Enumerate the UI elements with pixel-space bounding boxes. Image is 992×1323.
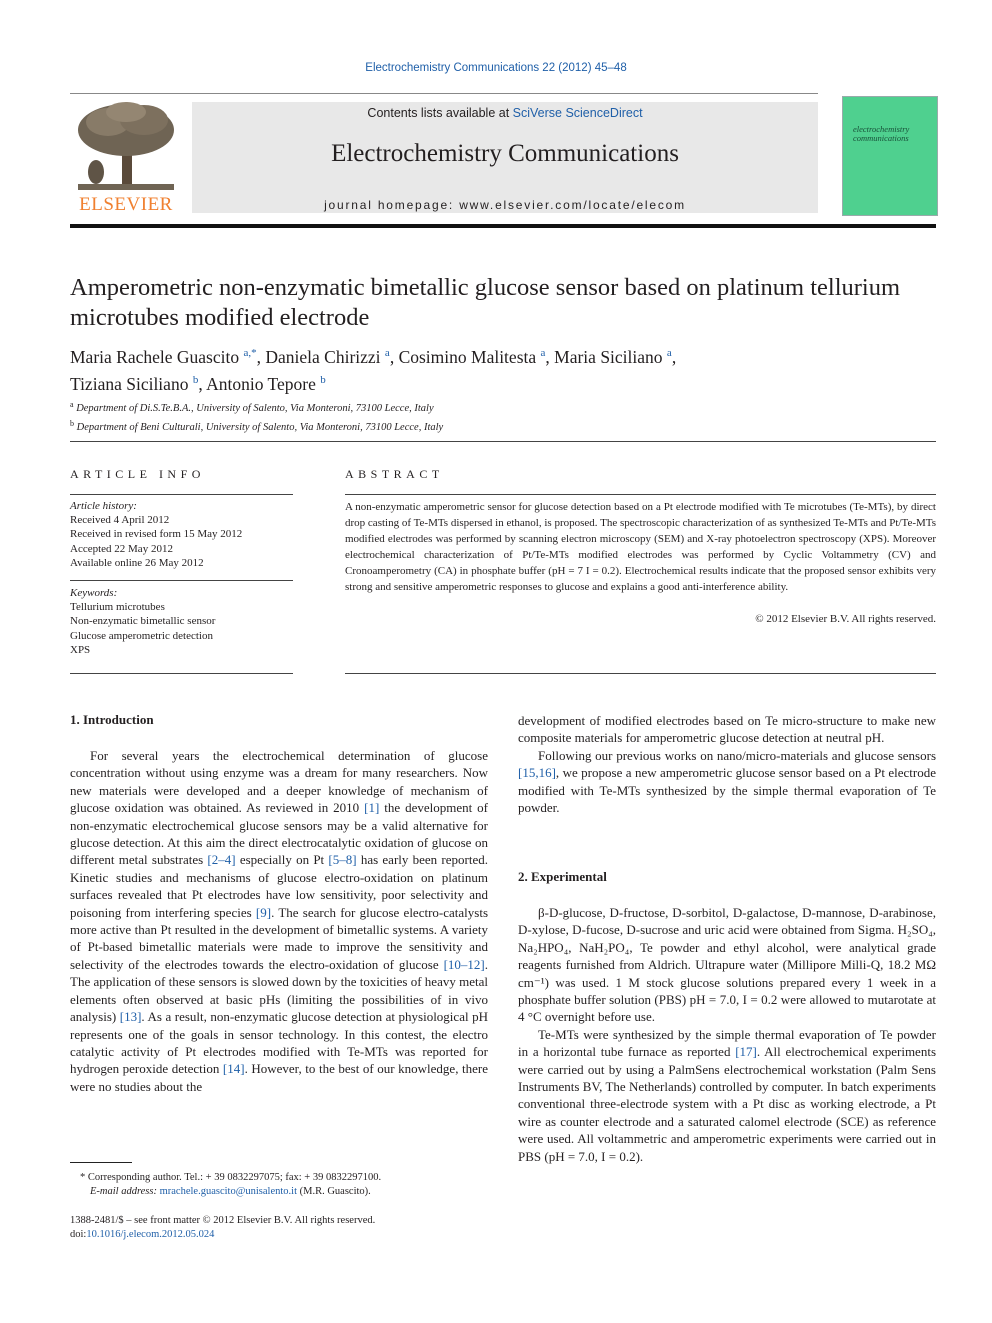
keyword: Glucose amperometric detection (70, 629, 213, 642)
doi-label: doi: (70, 1229, 87, 1240)
email-note (90, 1184, 371, 1199)
publisher-logo[interactable] (70, 100, 182, 216)
section-heading-introduction: 1. Introduction (70, 712, 154, 727)
abstract-copyright: © 2012 Elsevier B.V. All rights reserved. (755, 613, 936, 625)
contents-line (192, 106, 818, 120)
tree-icon (70, 100, 182, 194)
citation-link[interactable]: [2–4] (207, 852, 236, 868)
abstract-text: A non-enzymatic amperometric sensor for glucose detection based on a Pt electrode modified with Te microtubes (Te-MTs), by direct drop casting of Te-MTs dispersed in ethanol, is proposed. The spectroscopic characterization of as synthesized Te-MTs and Pt/Te-MTs modified electrodes was performed by scanning electron microscopy (SEM) and X-ray photoelectron spectroscopy (XPS). Moreover electrochemical characterization of Pt/Te-MTs modified electrodes was performed by Cyclic Voltammetry (CV) and Cronoamperometry (CA) in phosphate buffer (pH = 7 I = 0.2). Electrochemical results indicate that the proposed sensor exhibits very strong and sensitive amperometric responses to glucose and explains a good anti-interference ability. (345, 501, 936, 593)
history-label: Article history: (70, 500, 137, 512)
doi-line (70, 1227, 214, 1242)
history-received: Received 4 April 2012 (70, 514, 170, 527)
citation-link[interactable]: [15,16] (518, 765, 556, 781)
footnote-rule (70, 1162, 132, 1163)
keyword: Non-enzymatic bimetallic sensor (70, 615, 216, 628)
affiliation: $^a$ Department of Di.S.Te.B.A., University of Salento, Via Monteroni, 73100 Lecce, Italy (70, 400, 434, 414)
journal-citation[interactable]: Electrochemistry Communications 22 (2012) 45–48 (365, 62, 627, 74)
paragraph: Te-MTs were synthesized by the simple thermal evaporation of Te powder in a horizontal tube furnace as reported [17]. All electrochemical experiments were carried out by using a PalmSens electrochemical workstation (Palm Sens Instruments BV, The Netherlands) controlled by computer. In batch experiments conventional three-electrode system with a Pt disc as working electrode, a Pt wire as counter electrode and a saturated calomel electrode (SCE) as reference were used. All voltammetric and amperometric experiments were carried out in PBS (pH = 7.0, I = 0.2). (518, 1026, 937, 1164)
author[interactable]: Antonio Tepore $^b$ (206, 374, 326, 394)
cover-title-line2: communications (853, 133, 909, 143)
citation-link[interactable]: [5–8] (328, 852, 357, 868)
keywords (70, 586, 293, 657)
citation-link[interactable]: [10–12] (443, 956, 485, 972)
divider (70, 441, 936, 442)
author[interactable]: Maria Siciliano $^a$ (554, 347, 672, 367)
history-revised: Received in revised form 15 May 2012 (70, 528, 243, 541)
article-title: Amperometric non-enzymatic bimetallic glucose sensor based on platinum tellurium microtubes modified electrode (70, 274, 901, 331)
email-link[interactable]: mrachele.guascito@unisalento.it (159, 1186, 297, 1197)
divider (345, 494, 936, 495)
cover-title-line1: electrochemistry (853, 124, 910, 134)
email-suffix: (M.R. Guascito). (297, 1186, 371, 1197)
email-label: E-mail address: (90, 1186, 160, 1197)
citation-link[interactable]: [13] (119, 1009, 142, 1025)
citation-link[interactable]: [9] (255, 904, 272, 920)
divider (345, 673, 936, 674)
corresponding-author-note: * Corresponding author. Tel.: + 39 0832297075; fax: + 39 0832297100. (80, 1172, 382, 1183)
author[interactable]: Tiziana Siciliano $^b$ (70, 374, 199, 394)
history-online: Available online 26 May 2012 (70, 556, 204, 569)
citation-link[interactable]: [1] (364, 800, 380, 816)
abstract-heading: ABSTRACT (345, 467, 444, 481)
journal-cover-thumbnail[interactable] (842, 96, 938, 216)
author[interactable]: Cosimino Malitesta $^a$ (398, 347, 546, 367)
cover-title (853, 125, 933, 143)
divider (70, 673, 293, 674)
header-top-rule (70, 93, 818, 94)
header-bottom-rule (70, 224, 936, 228)
journal-name[interactable]: Electrochemistry Communications (331, 140, 679, 167)
citation-link[interactable]: [14] (222, 1061, 245, 1077)
affiliation: $^b$ Department of Beni Culturali, University of Salento, Via Monteroni, 73100 Lecce, Italy (70, 418, 444, 433)
introduction-body (70, 747, 488, 1095)
experimental-body (518, 904, 936, 1165)
journal-homepage[interactable]: journal homepage: www.elsevier.com/locate/elecom (324, 198, 686, 212)
paragraph: Following our previous works on nano/micro-materials and glucose sensors [15,16], we propose a new amperometric glucose sensor based on a Pt electrode modified with Te-MTs synthesized by the simple thermal evaporation of Te powder. (518, 747, 936, 816)
keyword: XPS (70, 643, 91, 656)
author[interactable]: Maria Rachele Guascito $^{a,*}$ (70, 347, 257, 367)
paragraph: For several years the electrochemical determination of glucose concentration without using enzyme was a dream for many researchers. Now new materials were developed and a deeper knowledge of mechanism of glucose oxidation was obtained. As reviewed in 2010 [1] the development of non-enzymatic electrochemical glucose sensors may be a valid alternative for glucose detection. At this aim the direct electrocatalytic oxidation of glucose on different metal substrates [2–4] especially on Pt [5–8] has early been reported. Kinetic studies and mechanisms of glucose electro-oxidation on platinum surfaces revealed that Pt electrodes have low sensitivity, poor selectivity and poisoning from interfering species [9]. The search for glucose electro-catalysts more active than Pt resulted in the development of bimetallic systems. A variety of Pt-based bimetallic materials were made to improve the sensitivity and selectivity of the electrodes towards the electro-oxidation of glucose [10–12]. The application of these sensors is slowed down by the toxicities of heavy metal elements often observed at basic pHs (limiting the possibilities of in vivo analysis) [13]. As a result, non-enzymatic glucose detection at physiological pH represents one of the goals in sensor technology. In this contest, the electro catalytic activity of Pt electrodes modified with Te-MTs was reported for hydrogen peroxide detection [14]. However, to the best of our knowledge, there were no studies about the (70, 748, 488, 1094)
author[interactable]: Daniela Chirizzi $^a$ (265, 347, 390, 367)
article-history (70, 499, 293, 570)
doi-link[interactable]: 10.1016/j.elecom.2012.05.024 (86, 1229, 215, 1240)
affiliations (70, 398, 940, 435)
citation-link[interactable]: [17] (735, 1044, 757, 1060)
paragraph: β-D-glucose, D-fructose, D-sorbitol, D-galactose, D-mannose, D-arabinose, D-xylose, D-fucose, D-sucrose and uric acid were obtained from Sigma. H₂SO₄, Na₂HPO₄, NaH₂PO₄, Te powder and ethyl alcohol, were analytical grade reagents furnished from Aldrich. Ultrapure water (Millipore Milli-Q, 18.2 MΩ cm⁻¹) was used. 1 M stock glucose solutions prepared every 1 week in a phosphate buffer solution (PBS) pH = 7.0, I = 0.2 were allowed to mutarotate at 4 °C overnight before use. (518, 905, 936, 1025)
introduction-continued (518, 712, 936, 816)
sciencedirect-link[interactable]: SciVerse ScienceDirect (512, 106, 643, 120)
publisher-logo-text: ELSEVIER (79, 194, 173, 215)
issn-line: 1388-2481/$ – see front matter © 2012 Elsevier B.V. All rights reserved. (70, 1215, 376, 1226)
divider (70, 494, 293, 495)
author-list: Maria Rachele Guascito $^{a,*}$, Daniela Chirizzi $^a$, Cosimino Malitesta $^a$, Maria Siciliano $^a$, Tiziana Siciliano $^b$, Antonio Tepore $^b$ (70, 347, 677, 394)
keyword: Tellurium microtubes (70, 601, 165, 614)
history-accepted: Accepted 22 May 2012 (70, 542, 173, 555)
contents-prefix: Contents lists available at (367, 106, 513, 120)
section-heading-experimental: 2. Experimental (518, 869, 607, 884)
divider (70, 580, 293, 581)
keywords-label: Keywords: (70, 587, 118, 599)
paragraph: development of modified electrodes based on Te micro-structure to make new composite materials for amperometric glucose detection at neutral pH. (518, 713, 936, 746)
article-info-heading: ARTICLE INFO (70, 467, 205, 481)
